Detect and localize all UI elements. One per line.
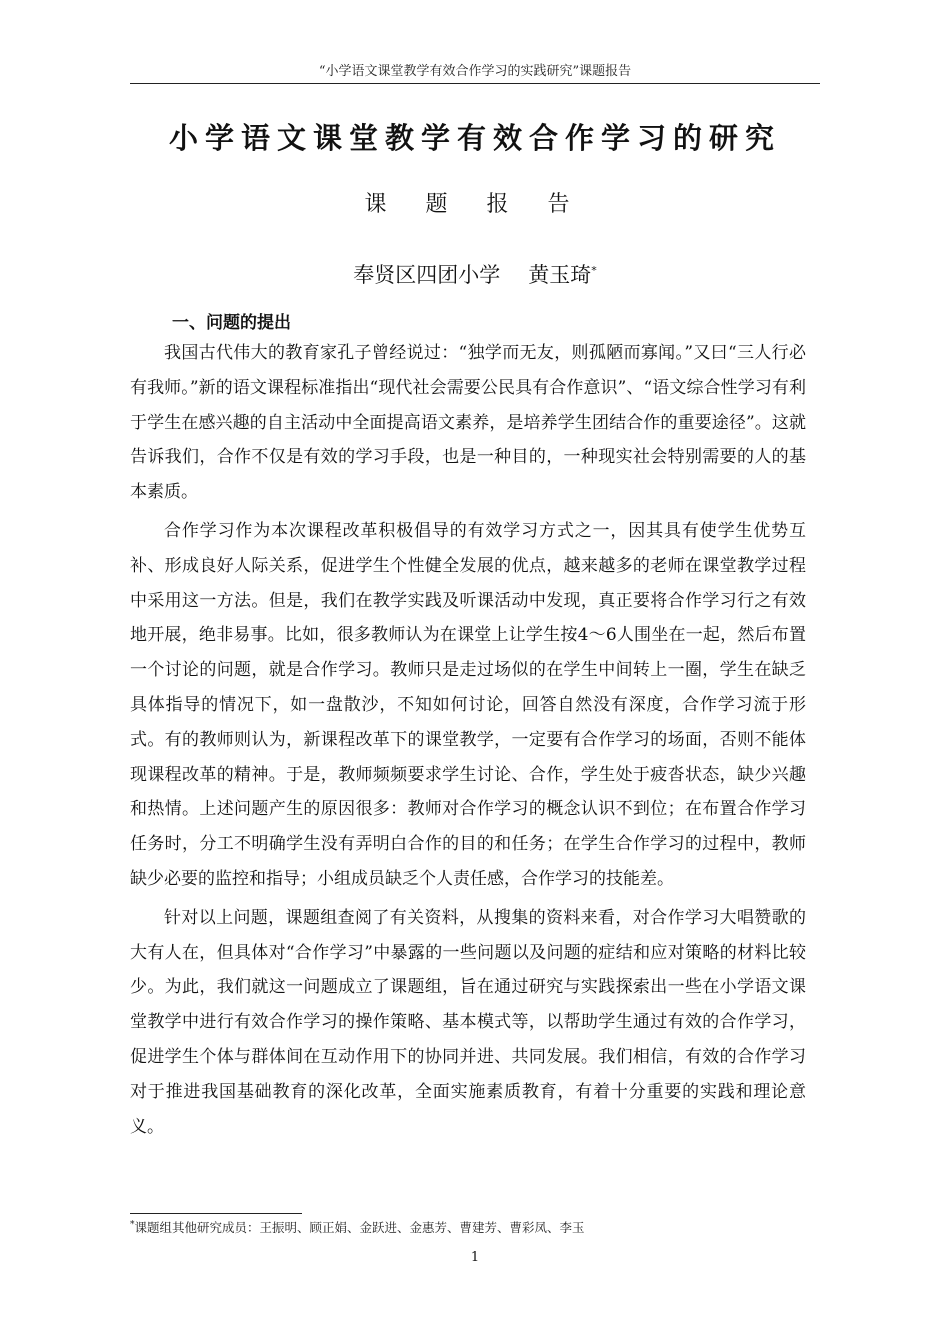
footnote-rule [130,1213,302,1214]
body-text [130,336,806,1148]
author-name: 黄玉琦 [528,263,592,287]
paragraph: 针对以上问题，课题组查阅了有关资料，从搜集的资料来看，对合作学习大唱赞歌的大有人在，但具体对“合作学习”中暴露的一些问题以及问题的症结和应对策略的材料比较少。为此，我们就这一问题成立了课题组，旨在通过研究与实践探索出一些在小学语文课堂教学中进行有效合作学习的操作策略、基本模式等，以帮助学生通过有效的合作学习，促进学生个体与群体间在互动作用下的协同并进、共同发展。我们相信，有效的合作学习对于推进我国基础教育的深化改革，全面实施素质教育，有着十分重要的实践和理论意义。 [130,907,806,1137]
footnote [130,1216,820,1237]
page-number: 1 [470,1250,480,1265]
footnote-text: 课题组其他研究成员：王振明、顾正娟、金跃进、金惠芳、曹建芳、曹彩凤、李玉 [134,1220,585,1236]
document-title: 小学语文课堂教学有效合作学习的研究 [168,121,781,155]
section-heading: 一、问题的提出 [172,313,291,333]
paragraph: 我国古代伟大的教育家孔子曾经说过：“独学而无友，则孤陋而寡闻。”又曰“三人行必有我师。”新的语文课程标准指出“现代社会需要公民具有合作意识”、“语文综合性学习有利于学生在感兴趣的自主活动中全面提高语文素养，是培养学生团结合作的重要途径”。这就告诉我们，合作不仅是有效的学习手段，也是一种目的，一种现实社会特别需要的人的基本素质。 [130,343,806,503]
document-subtitle: 课 题 报 告 [364,192,586,217]
running-header: “小学语文课堂教学有效合作学习的实践研究”课题报告 [318,64,632,79]
paragraph: 合作学习作为本次课程改革积极倡导的有效学习方式之一，因其具有使学生优势互补、形成良好人际关系，促进学生个性健全发展的优点，越来越多的老师在课堂教学过程中采用这一方法。但是，我们在教学实践及听课活动中发现，真正要将合作学习行之有效地开展，绝非易事。比如，很多教师认为在课堂上让学生按4～6人围坐在一起，然后布置一个讨论的问题，就是合作学习。教师只是走过场似的在学生中间转上一圈，学生在缺乏具体指导的情况下，如一盘散沙，不知如何讨论，回答自然没有深度，合作学习流于形式。有的教师则认为，新课程改革下的课堂教学，一定要有合作学习的场面，否则不能体现课程改革的精神。于是，教师频频要求学生讨论、合作，学生处于疲沓状态，缺少兴趣和热情。上述问题产生的原因很多：教师对合作学习的概念认识不到位；在布置合作学习任务时，分工不明确学生没有弄明白合作的目的和任务；在学生合作学习的过程中，教师缺少必要的监控和指导；小组成员缺乏个人责任感，合作学习的技能差。 [130,520,806,889]
author-affiliation: 奉贤区四团小学 [353,263,501,287]
author-footnote-mark: * [591,264,597,277]
header-rule [130,83,820,84]
footnote-mark: * [130,1220,135,1230]
author-line [130,255,820,291]
